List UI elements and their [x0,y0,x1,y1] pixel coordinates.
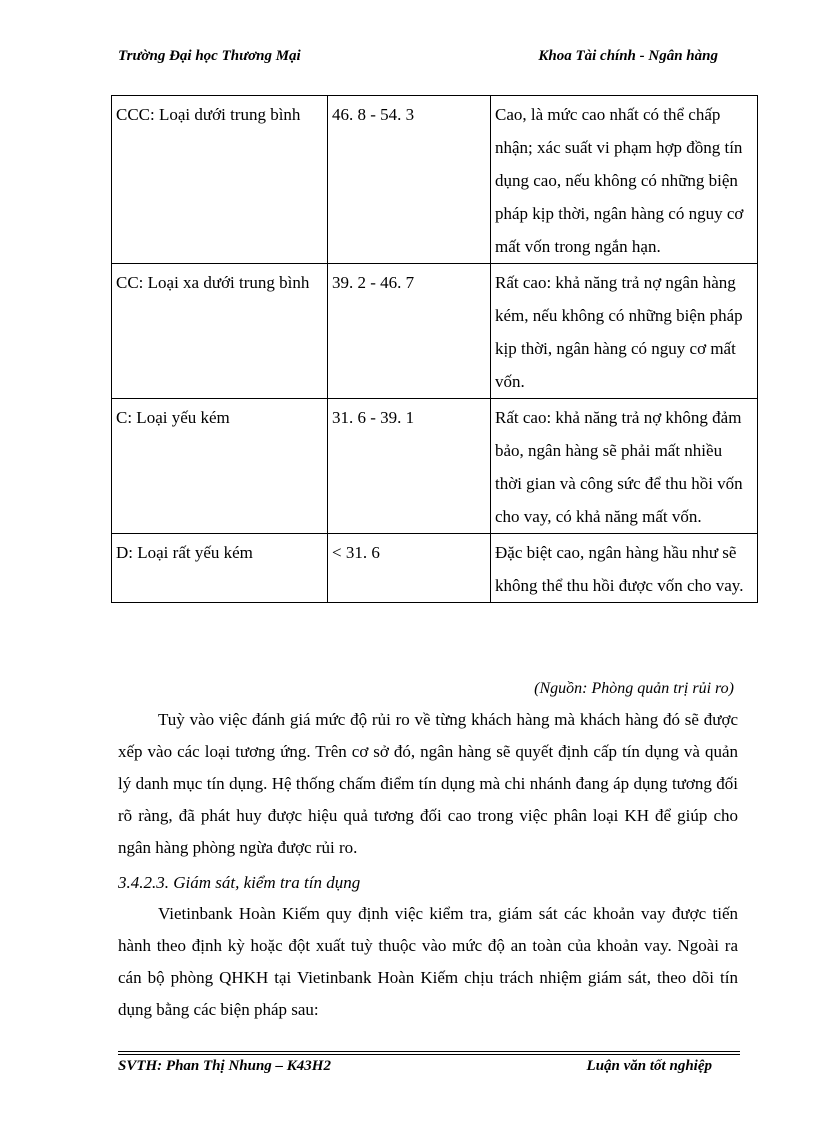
grade-cell: CC: Loại xa dưới trung bình [112,264,328,399]
risk-cell: Rất cao: khả năng trả nợ không đảm bảo, ngân hàng sẽ phải mất nhiều thời gian và công sức để thu hồi vốn cho vay, có khả năng mất vốn. [491,399,758,534]
body-paragraph: Tuỳ vào việc đánh giá mức độ rủi ro về từng khách hàng mà khách hàng đó sẽ được xếp vào các loại tương ứng. Trên cơ sở đó, ngân hàng sẽ quyết định cấp tín dụng và quản lý danh mục tín dụng. Hệ thống chấm điểm tín dụng mà chi nhánh đang áp dụng tương đối rõ ràng, đã phát huy được hiệu quả tương đối cao trong việc phân loại KH để giúp cho ngân hàng phòng ngừa được rủi ro. [118,710,738,857]
table-row [112,534,758,603]
risk-cell: Rất cao: khả năng trả nợ ngân hàng kém, nếu không có những biện pháp kịp thời, ngân hàng có nguy cơ mất vốn. [491,264,758,399]
score-cell: 39. 2 - 46. 7 [328,264,491,399]
footer-thesis-label: Luận văn tốt nghiệp [586,1058,712,1074]
table-row [112,96,758,264]
score-cell: < 31. 6 [328,534,491,603]
section-heading: 3.4.2.3. Giám sát, kiểm tra tín dụng [118,873,361,892]
page-header [118,48,718,70]
table-row [112,399,758,534]
grade-cell: CCC: Loại dưới trung bình [112,96,328,264]
score-cell: 46. 8 - 54. 3 [328,96,491,264]
page-footer [118,1058,712,1080]
footer-student: SVTH: Phan Thị Nhung – K43H2 [118,1058,331,1074]
grade-cell: D: Loại rất yếu kém [112,534,328,603]
footer-divider [118,1054,740,1055]
table-source-note: (Nguồn: Phòng quản trị rủi ro) [534,680,734,697]
footer-divider [118,1051,740,1052]
table-row [112,264,758,399]
risk-cell: Đặc biệt cao, ngân hàng hầu như sẽ không thể thu hồi được vốn cho vay. [491,534,758,603]
risk-cell: Cao, là mức cao nhất có thể chấp nhận; xác suất vi phạm hợp đồng tín dụng cao, nếu không có những biện pháp kịp thời, ngân hàng có nguy cơ mất vốn trong ngắn hạn. [491,96,758,264]
score-cell: 31. 6 - 39. 1 [328,399,491,534]
grade-cell: C: Loại yếu kém [112,399,328,534]
credit-rating-table [111,95,758,603]
header-faculty: Khoa Tài chính - Ngân hàng [538,48,718,64]
header-school: Trường Đại học Thương Mại [118,48,301,64]
body-paragraph: Vietinbank Hoàn Kiếm quy định việc kiểm tra, giám sát các khoản vay được tiến hành theo định kỳ hoặc đột xuất tuỳ thuộc vào mức độ an toàn của khoản vay. Ngoài ra cán bộ phòng QHKH tại Vietinbank Hoàn Kiếm chịu trách nhiệm giám sát, theo dõi tín dụng bằng các biện pháp sau: [118,904,738,1019]
